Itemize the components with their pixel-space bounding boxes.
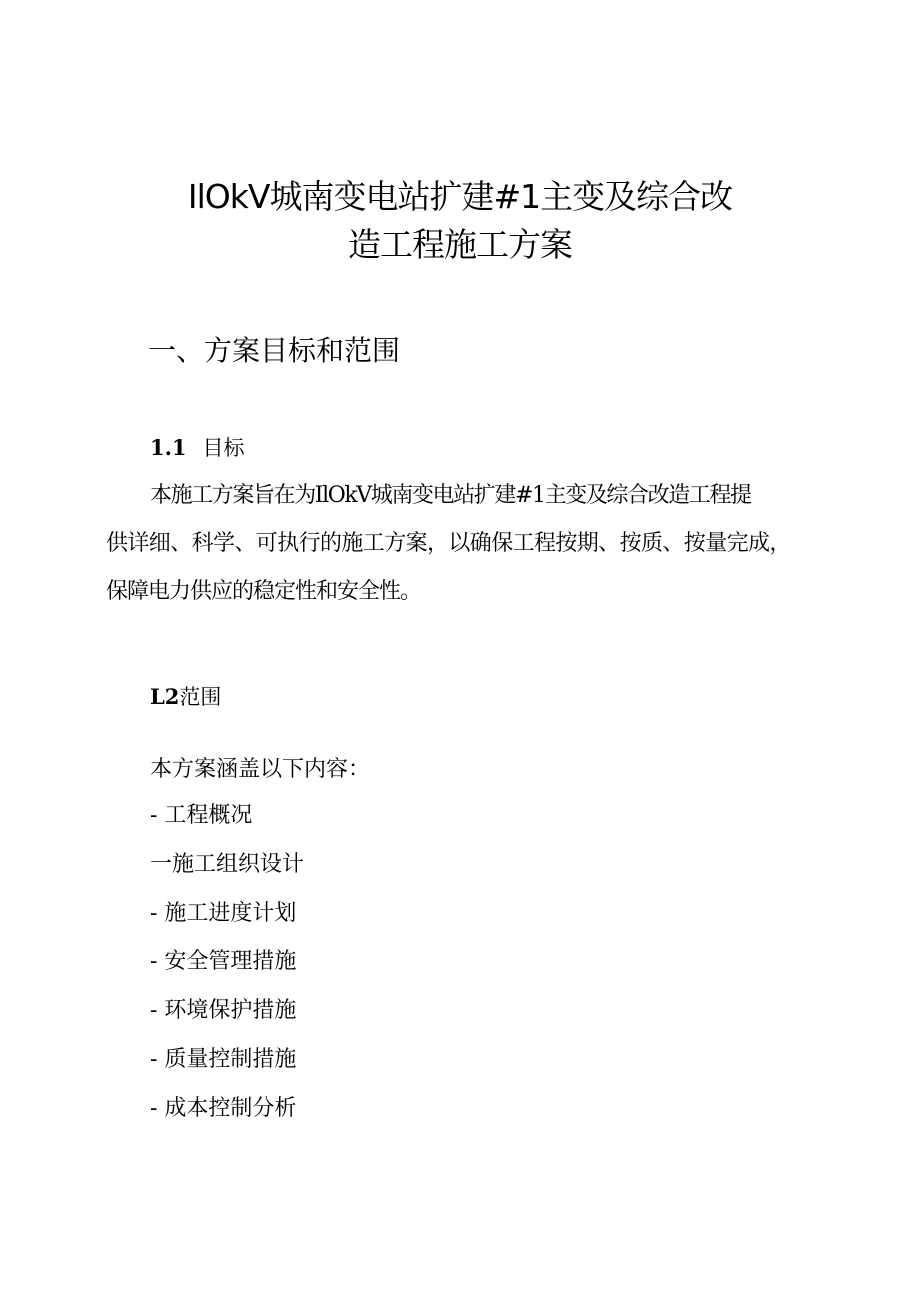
subsection-heading-goal <box>150 434 245 462</box>
scope-list <box>150 803 304 1145</box>
list-item: - 安全管理措施 <box>150 949 297 975</box>
list-item: - 环境保护措施 <box>150 998 297 1024</box>
goal-paragraph-line-2: 供详细、科学、可执行的施工方案，以确保工程按期、按质、按量完成， <box>106 531 791 556</box>
subsection-heading-scope <box>150 683 221 711</box>
subsection-number: L2 <box>150 684 180 709</box>
subsection-label: 范围 <box>179 685 222 709</box>
document-title-line-2: 造工程施工方案 <box>348 225 572 264</box>
goal-paragraph-line-3: 保障电力供应的稳定性和安全性。 <box>106 579 422 604</box>
goal-paragraph-line-1: 本施工方案旨在为IlOkV城南变电站扩建#1主变及综合改造工程提 <box>150 483 751 508</box>
section-heading-scope-and-goal: 一、方案目标和范围 <box>148 334 401 367</box>
scope-intro: 本方案涵盖以下内容： <box>150 757 371 782</box>
list-item: - 质量控制措施 <box>150 1046 297 1072</box>
document-title-line-1: IlOkV城南变电站扩建#1主变及综合改 <box>187 177 733 216</box>
list-item: - 工程概况 <box>150 803 253 828</box>
list-item: - 成本控制分析 <box>150 1095 297 1121</box>
list-item: 一施工组织设计 <box>150 851 305 877</box>
list-item: - 施工进度计划 <box>150 900 297 926</box>
subsection-label: 目标 <box>202 436 245 460</box>
subsection-number: 1.1 <box>150 435 187 460</box>
